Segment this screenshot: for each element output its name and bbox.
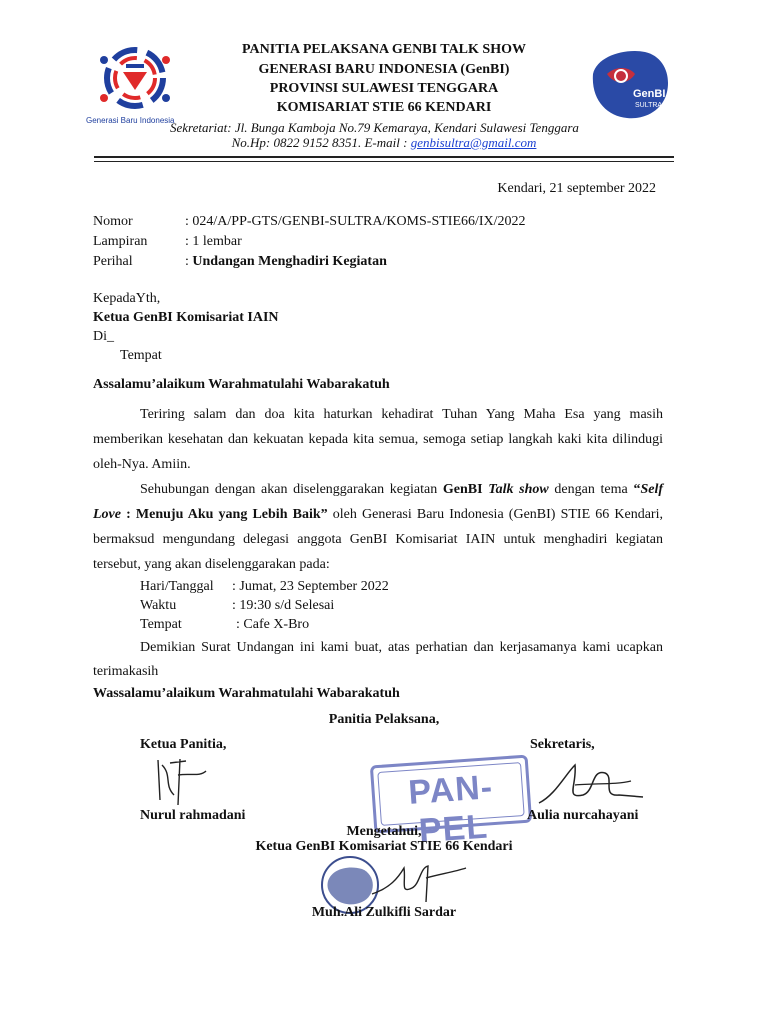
header-contact [0,135,768,151]
ack-title: Ketua GenBI Komisariat STIE 66 Kendari [255,839,513,854]
letter-date: Kendari, 21 september 2022 [497,181,656,196]
para2-quote-open: “ [633,482,641,497]
para2-talkshow: Talk show [488,482,549,497]
meta-perihal-label: Perihal [93,254,133,269]
meta-nomor-label: Nomor [93,214,133,229]
header-line-3: PROVINSI SULAWESI TENGGARA [269,81,499,96]
header-divider [94,156,674,158]
closing-paragraph: Demikian Surat Undangan ini kami buat, atas perhatian dan kerjasamanya kami ucapkan terimakasih [93,640,663,679]
para2-text-1: Sehubungan dengan akan diselenggarakan kegiatan [140,482,443,497]
ack-name: Muh.Ali Zulkifli Sardar [311,905,457,920]
meta-perihal-value [185,254,387,270]
ack-label: Mengetahui, [346,824,422,839]
schedule-time-label: Waktu [140,598,177,613]
stamp-text: PAN-PEL [407,768,495,851]
para2-theme-rest: : Menuju Aku yang Lebih Baik” [120,507,328,522]
recipient-line-3: Di_ [93,329,114,344]
paragraph-2 [93,477,663,577]
meta-lampiran-label: Lampiran [93,234,148,249]
farewell: Wassalamu’alaikum Warahmatulahi Wabarakatuh [93,686,400,701]
greeting: Assalamu’alaikum Warahmatulahi Wabarakatuh [93,377,390,392]
header-divider-thin [94,161,674,162]
meta-perihal-prefix: : [185,254,193,269]
left-sign-name: Nurul rahmadani [140,808,246,823]
para2-text-3: oleh Generasi Baru Indonesia (GenBI) STIE 66 Kendari, bermaksud mengundang delegasi anggota GenBI Komisariat IAIN untuk menghadiri kegiatan tersebut, yang akan diselenggarakan pada: [93,507,663,572]
signature-sekretaris [535,755,645,810]
header-line-2: GENERASI BARU INDONESIA (GenBI) [258,62,510,77]
header-address: Sekretariat: Jl. Bunga Kamboja No.79 Kemaraya, Kendari Sulawesi Tenggara [170,120,579,135]
meta-nomor-value: : 024/A/PP-GTS/GENBI-SULTRA/KOMS-STIE66/IX/2022 [185,214,526,229]
meta-perihal-subject: Undangan Menghadiri Kegiatan [192,254,387,269]
para2-genbi: GenBI [442,482,489,497]
left-sign-title: Ketua Panitia, [140,737,227,752]
schedule-place-value: : Cafe X-Bro [236,617,310,632]
schedule-time-value: : 19:30 s/d Selesai [232,598,335,613]
signature-ketua-panitia [150,755,220,810]
recipient-line-2: Ketua GenBI Komisariat IAIN [93,310,279,325]
para2-text-2: dengan tema [548,482,634,497]
right-logo-text2: SULTRA [635,102,663,109]
right-logo-text1: GenBI [633,88,666,100]
left-logo-caption: Generasi Baru Indonesia [86,116,175,125]
signature-ketua-komisariat [370,858,470,908]
schedule-day-label: Hari/Tanggal [140,579,214,594]
meta-lampiran-value: : 1 lembar [185,234,242,249]
right-sign-name: Aulia nurcahayani [527,808,639,823]
paragraph-1: Teriring salam dan doa kita haturkan kehadirat Tuhan Yang Maha Esa yang masih memberikan kesehatan dan kekuatan kepada kita semua, semoga setiap langkah kaki kita dilindugi oleh-Nya. Amiin. [93,407,663,472]
para2-theme-selflove: Self Love [93,482,663,522]
schedule-place-label: Tempat [140,617,182,632]
committee-label: Panitia Pelaksana, [328,712,440,727]
right-sign-title: Sekretaris, [530,737,595,752]
header-phone: No.Hp: 0822 9152 8351. E-mail : [231,135,411,150]
header-email-link[interactable]: genbisultra@gmail.com [410,135,537,150]
schedule-day-value: : Jumat, 23 September 2022 [232,579,389,594]
header-line-4: KOMISARIAT STIE 66 KENDARI [276,100,492,115]
recipient-line-1: KepadaYth, [93,291,161,306]
header-line-1: PANITIA PELAKSANA GENBI TALK SHOW [242,42,526,57]
recipient-line-4: Tempat [120,348,162,363]
